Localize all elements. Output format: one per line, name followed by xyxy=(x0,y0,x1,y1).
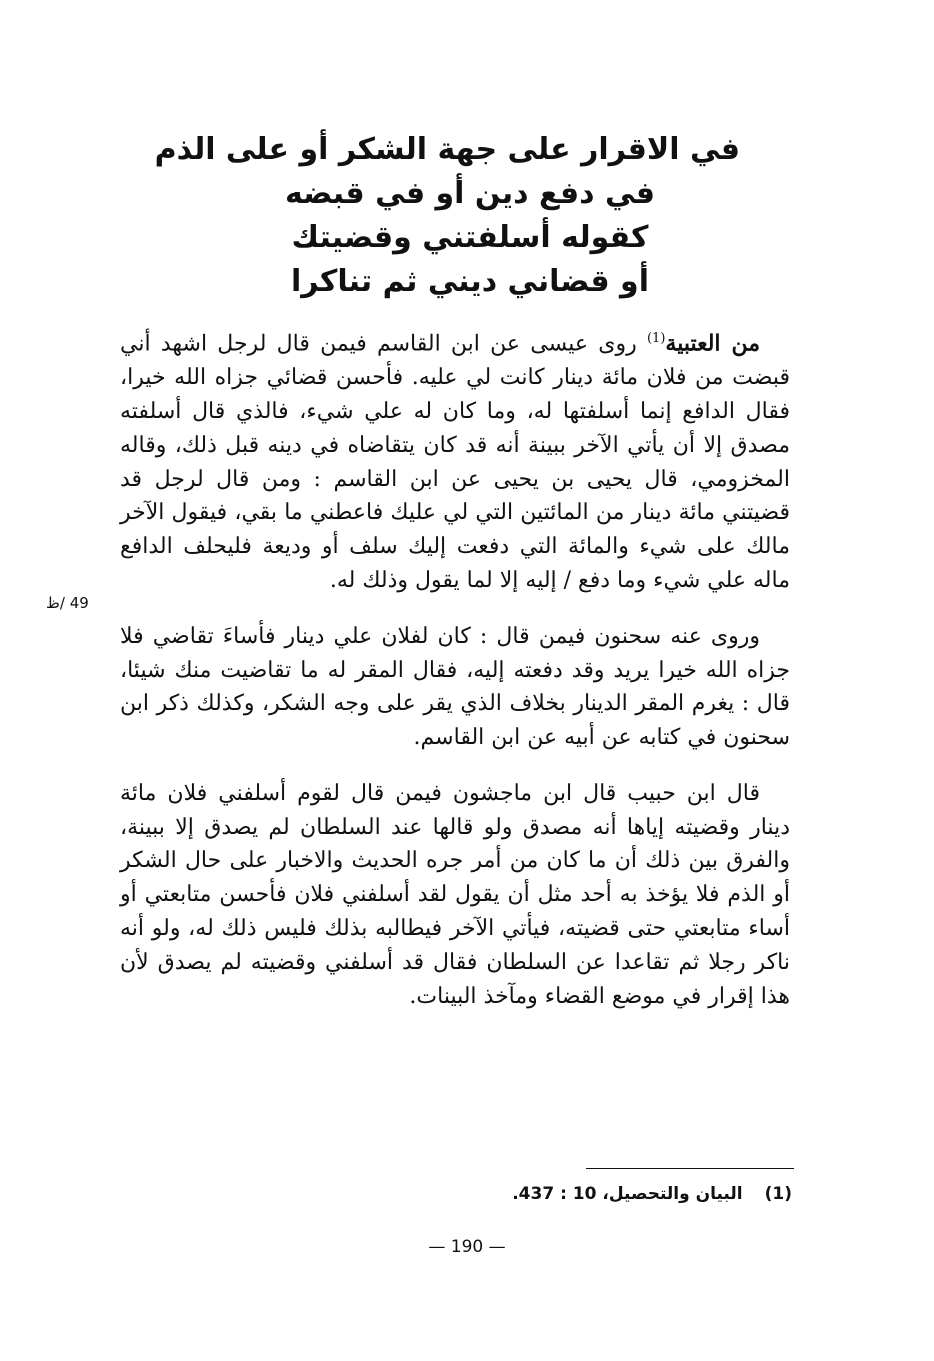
heading-line-2: في دفع دين أو في قبضه xyxy=(285,176,655,211)
chapter-heading xyxy=(154,128,740,304)
footnote xyxy=(400,1184,792,1204)
footnote-text: البيان والتحصيل، 10 : 437. xyxy=(512,1184,743,1204)
paragraph-2 xyxy=(120,620,790,755)
paragraph-1 xyxy=(120,322,790,598)
paragraph-3 xyxy=(120,777,790,1014)
page-number: — 190 — xyxy=(428,1237,506,1257)
footnote-number: (1) xyxy=(764,1184,792,1204)
footnote-reference: (1) xyxy=(646,331,666,346)
manuscript-folio-note: 49 /ظ xyxy=(46,594,89,612)
paragraph-1-text: روى عيسى عن ابن القاسم فيمن قال لرجل اشهد أني قبضت من فلان مائة دينار كانت لي عليه. فأحسن قضائي جزاه الله خيرا، فقال الدافع إنما أسلفتها له، وما كان له علي شيء، فالذي قال أسلفته مصدق إلا أن يأتي الآخر ببينة أنه قد كان يتقاضاه في دينه قبل ذلك، وقاله المخزومي، قال يحيى بن يحيى عن ابن القاسم : ومن قال لرجل قد قضيتني مائة دينار من المائتين التي لي عليك فاعطني ما بقي، فيقول الآخر مالك على شيء والمائة التي دفعت إليك سلف أو وديعة فليحلف الدافع ماله علي شيء وما دفع / إليه إلا لما يقول وذلك له. xyxy=(120,331,790,593)
heading-line-4: أو قضاني ديني ثم تناكرا xyxy=(290,264,649,299)
paragraph-3-text: قال ابن حبيب قال ابن ماجشون فيمن قال لقوم أسلفني فلان مائة دينار وقضيته إياها أنه مصدق ولو قالها عند السلطان لم يصدق إلا ببينة، والفرق بين ذلك أن ما كان من أمر جره الحديث والاخبار على حال الشكر أو الذم فلا يؤخذ به أحد مثل أن يقول لقد أسلفني فلان فأحسن متابعتي أو أساء متابعتي حتى قضيته، فيأتي الآخر فيطالبه بذلك فليس ذلك له، ولو أنه ناكر رجلا ثم تقاعدا عن السلطان فقال قد أسلفني وقضيته لم يصدق لأن هذا إقرار في موضع القضاء ومآخذ البينات. xyxy=(120,780,790,1009)
footnote-divider xyxy=(586,1168,794,1169)
source-lead: من العتبية xyxy=(665,330,760,357)
paragraph-2-text: وروى عنه سحنون فيمن قال : كان لفلان علي دينار فأساءَ تقاضي فلا جزاه الله خيرا يريد وقد دفعته إليه، فقال المقر له ما تقاضيت منك شيئا، قال : يغرم المقر الدينار بخلاف الذي يقر على وجه الشكر، وكذلك ذكر ابن سحنون في كتابه عن أبيه عن ابن القاسم. xyxy=(120,623,790,751)
heading-line-3: كقوله أسلفتني وقضيتك xyxy=(291,220,649,255)
body-text xyxy=(120,322,790,1035)
heading-line-1: في الاقرار على جهة الشكر أو على الذم xyxy=(154,132,740,167)
